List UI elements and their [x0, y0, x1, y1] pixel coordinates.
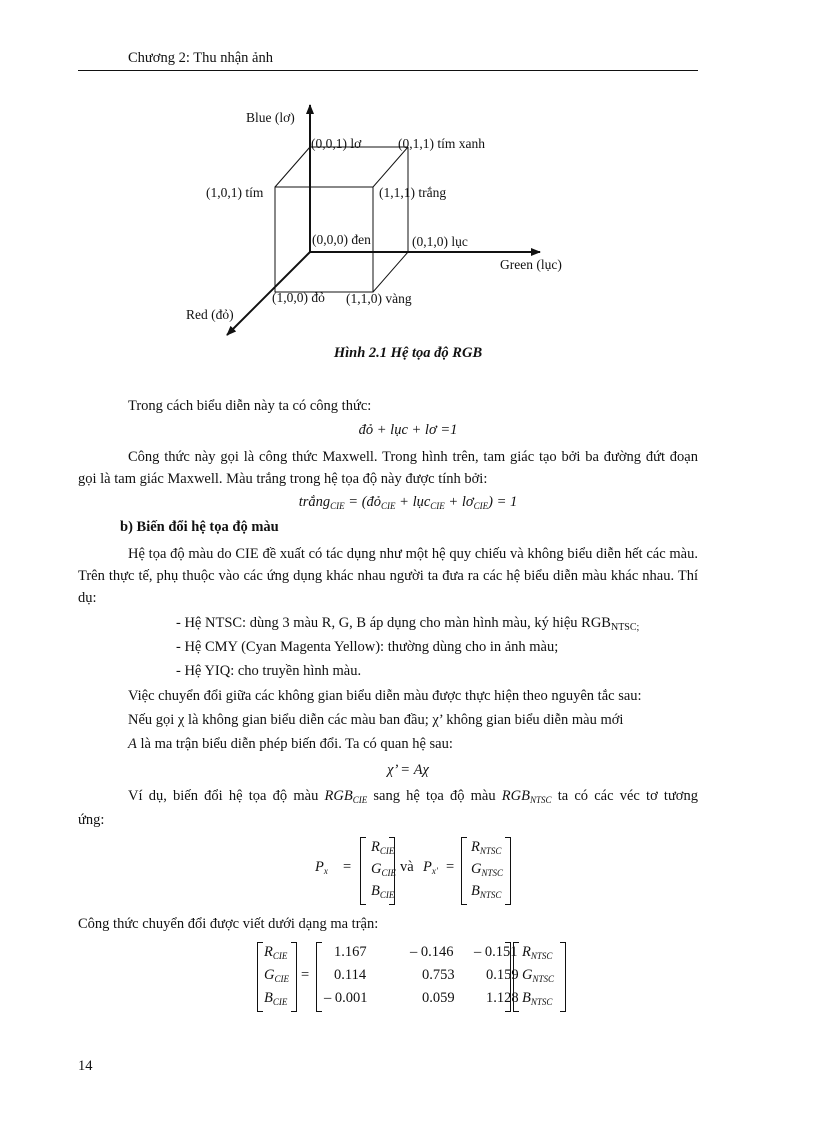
label-v001: (0,0,1) lơ: [311, 136, 362, 151]
section-heading-b: b) Biến đổi hệ tọa độ màu: [120, 519, 279, 535]
label-v011: (0,1,1) tím xanh: [398, 136, 485, 151]
label-v100: (1,0,0) đỏ: [272, 290, 325, 305]
list-item-ntsc: - Hệ NTSC: dùng 3 màu R, G, B áp dụng cho màn hình màu, ký hiệu $RGB_{NTSC;}$: [176, 615, 640, 633]
formula-maxwell: đỏ + lục + lơ =1: [358, 422, 458, 438]
label-v111: (1,1,1) trắng: [379, 185, 447, 200]
header-rule: [78, 70, 698, 71]
label-v110: (1,1,0) vàng: [346, 291, 412, 306]
running-header: Chương 2: Thu nhận ảnh: [128, 50, 273, 66]
paragraph-1: Trong cách biểu diễn này ta có công thức:: [128, 398, 372, 414]
figure-caption: Hình 2.1 Hệ tọa độ RGB: [333, 345, 483, 361]
paragraph-7: Ví dụ, biến đổi hệ tọa độ màu $RGB_{CIE}$ sang hệ tọa độ màu $RGB_{NTSC}$ ta có các véc tơ tương: [128, 788, 698, 805]
paragraph-5: Nếu gọi χ là không gian biểu diễn các màu ban đầu; χ’ không gian biểu diễn màu mới: [128, 712, 624, 728]
label-blue-axis: Blue (lơ): [246, 110, 295, 125]
paragraph-3: Hệ tọa độ màu do CIE đề xuất có tác dụng như một hệ quy chiếu và không biểu diễn hết các màu. Trên thực tế, phụ thuộc vào các ứng dụng khác nhau người ta đưa ra các hệ biểu diễn màu khác nhau. Thí dụ:: [78, 546, 698, 606]
paragraph-6: A là ma trận biểu diễn phép biến đổi. Ta có quan hệ sau:: [128, 736, 453, 752]
formula-transform: χ’ = Aχ: [387, 762, 429, 778]
label-green-axis: Green (lục): [500, 257, 562, 272]
list-item-yiq: - Hệ YIQ: cho truyền hình màu.: [176, 663, 362, 679]
formula-white: trắng$_{CIE}$ = (đỏ$_{CIE}$ + lục$_{CIE}$ + $lơ_{CIE}) = 1$: [298, 494, 518, 511]
label-v010: (0,1,0) lục: [412, 234, 468, 249]
paragraph-4: Việc chuyển đổi giữa các không gian biểu diễn màu được thực hiện theo nguyên tắc sau:: [128, 688, 642, 704]
vector-equation: $P_x$ = $R_{CIE}$ $G_{CIE}$ $B_{CIE}$ và $P_{x'}$ = $R_{NTSC}$ $G_{NTSC}$ $B_{NTSC}$: [0, 835, 816, 907]
matrix-equation: $R_{CIE}$ $G_{CIE}$ $B_{CIE}$ = 1.167 – 0.146 – 0.151 0.114 0.753 0.159 – 0.001 0.059 1.128 $R_{NTSC}$ $G_{NTSC}$ $B_{NTSC}$: [0, 940, 816, 1014]
label-v000: (0,0,0) đen: [312, 232, 371, 247]
paragraph-7-cont: ứng:: [78, 812, 105, 828]
paragraph-8: Công thức chuyển đổi được viết dưới dạng ma trận:: [78, 916, 379, 932]
label-red-axis: Red (đỏ): [186, 307, 234, 322]
paragraph-2: Công thức này gọi là công thức Maxwell. Trong hình trên, tam giác tạo bởi ba đường đứt đoạn gọi là tam giác Maxwell. Màu trắng trong hệ tọa độ này được tính bởi:: [78, 449, 698, 487]
page-number: 14: [78, 1058, 93, 1074]
list-item-cmy: - Hệ CMY (Cyan Magenta Yellow): thường dùng cho in ảnh màu;: [176, 639, 559, 655]
label-v101: (1,0,1) tím: [206, 185, 264, 200]
